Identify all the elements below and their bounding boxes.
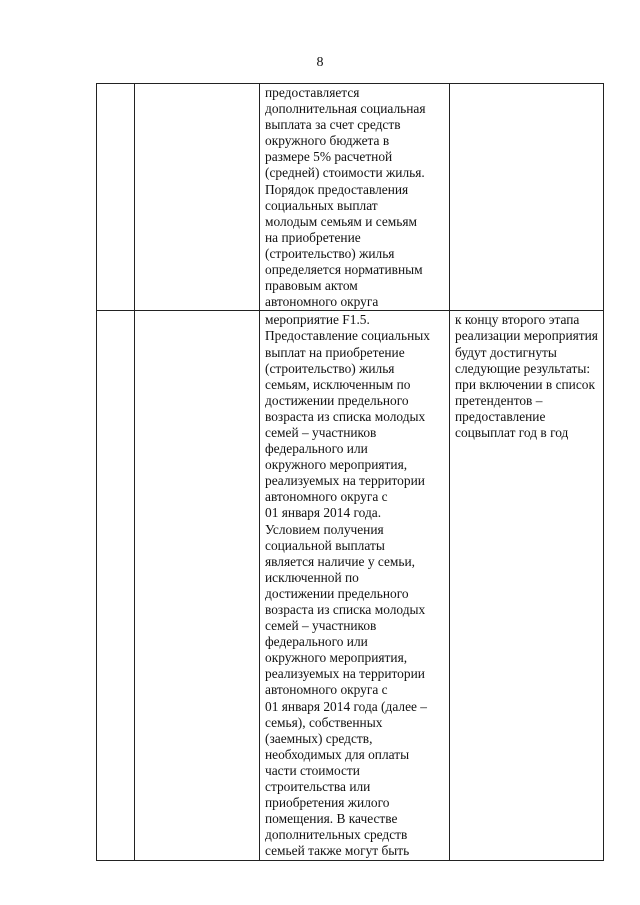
cell-line: семьей также могут быть	[265, 843, 410, 859]
cell-line: выплат на приобретение	[265, 344, 405, 360]
cell-line: на приобретение	[265, 229, 361, 245]
cell-line: достижении предельного	[265, 392, 409, 408]
cell-line: реализуемых на территории	[265, 473, 425, 489]
cell-line: правовым актом	[265, 278, 358, 294]
cell-line: дополнительных средств	[265, 827, 408, 843]
cell-line: окружного мероприятия,	[265, 650, 408, 666]
cell-line: (заемных) средств,	[265, 730, 373, 746]
cell-line: будут достигнуты	[455, 344, 557, 360]
cell-line: семьям, исключенным по	[265, 376, 411, 392]
cell-line: предоставляется	[265, 85, 360, 100]
cell-line: окружного бюджета в	[265, 133, 390, 149]
cell-line: помещения. В качестве	[265, 811, 398, 827]
cell-line: Порядок предоставления	[265, 181, 409, 197]
cell-line: возраста из списка молодых	[265, 602, 426, 617]
table-row	[97, 311, 604, 860]
cell-line: федерального или	[265, 441, 368, 457]
row-2-cell-results	[450, 311, 604, 860]
row-2-cell-task	[135, 311, 260, 860]
row-1-cell-results	[450, 84, 604, 311]
table-row	[97, 84, 604, 311]
row-1-cell-task	[135, 84, 260, 311]
cell-line: (средней) стоимости жилья.	[265, 165, 425, 181]
cell-line: достижении предельного	[265, 585, 409, 601]
cell-line: возраста из списка молодых	[265, 408, 426, 424]
cell-line: социальной выплаты	[265, 537, 385, 553]
cell-line: социальных выплат	[265, 197, 378, 213]
cell-line: предоставление	[455, 408, 546, 424]
cell-line: автономного округа с	[265, 489, 388, 505]
row-1-cell-number	[97, 84, 135, 311]
cell-line: претендентов –	[455, 392, 543, 408]
cell-line: семья), собственных	[265, 714, 383, 730]
row-1-cell-description	[260, 84, 450, 311]
measures-table	[96, 83, 604, 861]
cell-line: реализуемых на территории	[265, 666, 425, 682]
cell-line: размере 5% расчетной	[265, 149, 393, 165]
cell-line: Условием получения	[265, 521, 384, 537]
cell-line: при включении в список	[455, 376, 595, 392]
cell-line: строительства или	[265, 779, 371, 795]
cell-line: реализации мероприятия	[455, 328, 598, 344]
cell-line: выплата за счет средств	[265, 117, 401, 133]
cell-line: семей – участников	[265, 424, 377, 440]
cell-line: федерального или	[265, 634, 368, 650]
cell-line: следующие результаты:	[455, 360, 591, 376]
cell-line: части стоимости	[265, 762, 360, 778]
cell-line: мероприятие F1.5.	[265, 312, 370, 328]
cell-line: определяется нормативным	[265, 262, 423, 278]
page-number: 8	[316, 55, 324, 70]
cell-line: дополнительная социальная	[265, 101, 426, 117]
cell-line: является наличие у семьи,	[265, 553, 416, 569]
cell-line: (строительство) жилья	[265, 245, 395, 261]
cell-line: исключенной по	[265, 569, 359, 585]
cell-line: к концу второго этапа	[455, 312, 580, 328]
cell-line: автономного округа	[265, 294, 379, 310]
cell-line: Предоставление социальных	[265, 328, 430, 344]
cell-line: (строительство) жилья	[265, 360, 395, 376]
row-2-cell-description	[260, 311, 450, 860]
cell-line: приобретения жилого	[265, 795, 390, 811]
cell-line: окружного мероприятия,	[265, 457, 408, 473]
cell-line: 01 января 2014 года.	[265, 505, 382, 521]
cell-line: необходимых для оплаты	[265, 746, 410, 762]
cell-line: молодым семьям и семьям	[265, 213, 418, 229]
cell-line: семей – участников	[265, 618, 377, 634]
cell-line: соцвыплат год в год	[455, 424, 569, 440]
row-2-cell-number	[97, 311, 135, 860]
cell-line: автономного округа с	[265, 682, 388, 698]
cell-line: 01 января 2014 года (далее –	[265, 698, 428, 714]
